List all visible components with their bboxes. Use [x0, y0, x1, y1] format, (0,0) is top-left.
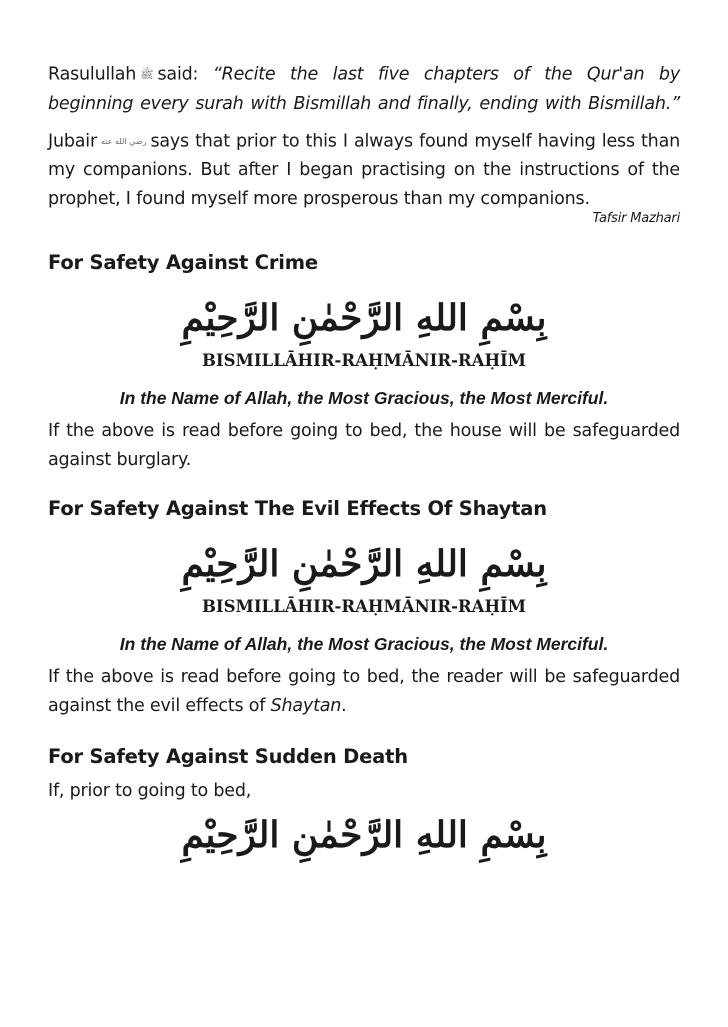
radiallahu-honorific-icon: رضي الله عنه: [100, 136, 147, 146]
section-heading-shaytan: For Safety Against The Evil Effects Of Shaytan: [48, 497, 547, 520]
hadith-said: said:: [157, 64, 199, 85]
shaytan-body-line-1: If the above is read before going to bed, the reader will be safeguarded: [48, 667, 680, 687]
jubair-text-1: says that prior to this I always found myself having less than: [150, 131, 680, 151]
jubair-line-1: [48, 127, 680, 157]
shaytan-period: .: [341, 696, 347, 716]
hadith-line-2: [48, 90, 680, 119]
jubair-line-3: prophet, I found myself more prosperous than my companions.: [48, 189, 590, 209]
hadith-prefix: Rasulullah: [48, 64, 137, 85]
jubair-name: Jubair: [48, 131, 97, 151]
salawat-honorific-icon: ﷺ: [140, 68, 154, 81]
shaytan-body-text: against the evil effects of: [48, 696, 271, 716]
bismillah-translation: In the Name of Allah, the Most Gracious, the Most Merciful.: [119, 634, 609, 654]
bismillah-arabic: بِسْمِ اللهِ الرَّحْمٰنِ الرَّحِيْمِ: [181, 814, 547, 856]
document-page: [48, 60, 680, 862]
jubair-line-2: my companions. But after I began practising on the instructions of the: [48, 160, 680, 180]
section-heading-crime: For Safety Against Crime: [48, 251, 318, 274]
section-heading-sudden-death: For Safety Against Sudden Death: [48, 745, 408, 768]
hadith-quote-line-1: “Recite the last five chapters of the Qur'an by: [212, 64, 680, 85]
bismillah-transliteration: BISMILLĀHIR-RAḤMĀNIR-RAḤĪM: [201, 597, 527, 616]
hadith-line-1: [48, 60, 680, 90]
bismillah-arabic: بِسْمِ اللهِ الرَّحْمٰنِ الرَّحِيْمِ: [181, 297, 547, 339]
bismillah-translation: In the Name of Allah, the Most Gracious, the Most Merciful.: [119, 388, 609, 408]
sudden-death-body-line-1: If, prior to going to bed,: [48, 781, 252, 801]
source-attribution: Tafsir Mazhari: [592, 211, 680, 226]
crime-body-line-1: If the above is read before going to bed, the house will be safeguarded: [48, 421, 680, 441]
bismillah-transliteration: BISMILLĀHIR-RAḤMĀNIR-RAḤĪM: [201, 351, 527, 370]
shaytan-body-line-2: [48, 692, 680, 721]
hadith-quote-line-2: beginning every surah with Bismillah and finally, ending with Bismillah.”: [48, 93, 680, 114]
bismillah-arabic: بِسْمِ اللهِ الرَّحْمٰنِ الرَّحِيْمِ: [181, 543, 547, 585]
crime-body-line-2: against burglary.: [48, 450, 192, 470]
shaytan-word: Shaytan: [270, 696, 342, 716]
